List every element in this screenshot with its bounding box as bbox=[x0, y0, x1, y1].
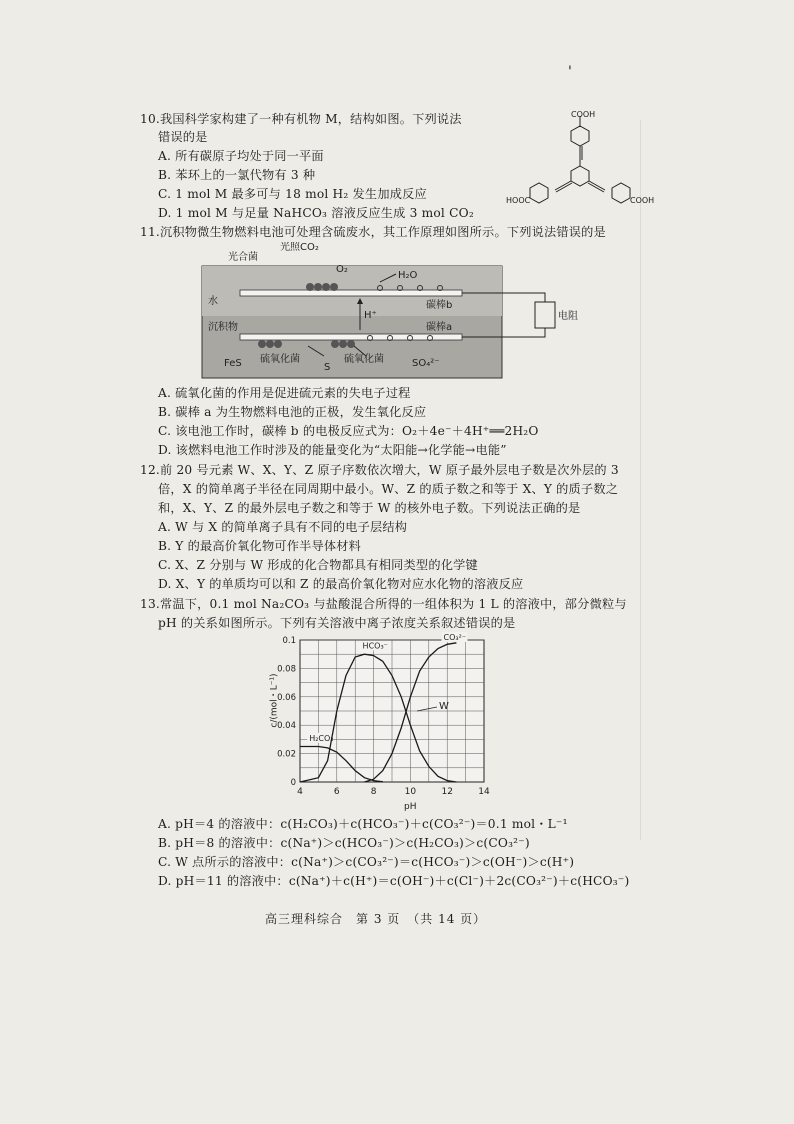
q10-option-a: A. 所有碳原子均处于同一平面 bbox=[158, 149, 324, 163]
q10-stem-line-1: 10.我国科学家构建了一种有机物 M，结构如图。下列说法 bbox=[140, 112, 462, 126]
q11-stem: 11.沉积物微生物燃料电池可处理含硫废水，其工作原理如图所示。下列说法错误的是 bbox=[140, 225, 606, 239]
series-label: H₂CO₃ bbox=[309, 733, 334, 743]
q13-option-b: B. pH＝8 的溶液中：c(Na⁺)＞c(HCO₃⁻)＞c(H₂CO₃)＞c(CO₃²⁻) bbox=[158, 836, 530, 850]
x-tick-label: 10 bbox=[404, 787, 417, 797]
q12-option-a: A. W 与 X 的简单离子具有不同的电子层结构 bbox=[158, 520, 408, 534]
page-mark: ' bbox=[568, 64, 573, 80]
y-tick-label: 0.08 bbox=[277, 664, 296, 675]
label-sediment: 沉积物 bbox=[208, 322, 238, 333]
q13-stem-line-1: 13.常温下，0.1 mol Na₂CO₃ 与盐酸混合所得的一组体积为 1 L 的溶液中，部分微粒与 bbox=[140, 597, 627, 611]
x-tick-label: 12 bbox=[441, 787, 453, 797]
q12-option-b: B. Y 的最高价氧化物可作半导体材料 bbox=[158, 539, 362, 553]
label-fes: FeS bbox=[224, 358, 242, 369]
q11-option-a: A. 硫氧化菌的作用是促进硫元素的失电子过程 bbox=[158, 386, 411, 400]
series-label: CO₃²⁻ bbox=[443, 633, 467, 642]
molecule-label-right: COOH bbox=[630, 196, 655, 205]
q13-option-d: D. pH＝11 的溶液中：c(Na⁺)＋c(H⁺)＝c(OH⁻)＋c(Cl⁻)＋2c(CO₃²⁻)＋c(HCO₃⁻) bbox=[158, 874, 630, 888]
label-resistor: 电阻 bbox=[558, 311, 578, 322]
label-water: 水 bbox=[208, 296, 218, 307]
q11-option-b: B. 碳棒 a 为生物燃料电池的正极，发生氧化反应 bbox=[158, 405, 427, 419]
q12-stem-line-1: 12.前 20 号元素 W、X、Y、Z 原子序数依次增大，W 原子最外层电子数是次外层的 3 bbox=[140, 463, 619, 477]
chart-canvas bbox=[252, 630, 542, 816]
label-sulfide-bacteria-1: 硫氧化菌 bbox=[260, 354, 300, 365]
molecule-label-left: HOOC bbox=[506, 196, 531, 205]
q10-option-c: C. 1 mol M 最多可与 18 mol H₂ 发生加成反应 bbox=[158, 187, 427, 201]
x-tick-label: 8 bbox=[370, 787, 377, 797]
q11-option-c: C. 该电池工作时，碳棒 b 的电极反应式为：O₂＋4e⁻＋4H⁺══2H₂O bbox=[158, 424, 539, 438]
x-tick-label: 14 bbox=[478, 787, 490, 797]
q10-option-b: B. 苯环上的一氯代物有 3 种 bbox=[158, 168, 316, 182]
q12-option-d: D. X、Y 的单质均可以和 Z 的最高价氧化物对应水化物的溶液反应 bbox=[158, 577, 524, 591]
label-sulfur: S bbox=[324, 362, 331, 373]
y-tick-label: 0 bbox=[290, 778, 296, 788]
q10-stem-line-2: 错误的是 bbox=[158, 130, 208, 144]
label-h2o: H₂O bbox=[398, 270, 418, 281]
q11-option-d: D. 该燃料电池工作时涉及的能量变化为“太阳能→化学能→电能” bbox=[158, 443, 507, 457]
label-h-plus: H⁺ bbox=[364, 310, 377, 321]
q13-stem-line-2: pH 的关系如图所示。下列有关溶液中离子浓度关系叙述错误的是 bbox=[158, 616, 516, 630]
q12-stem-line-3: 和，X、Y、Z 的最外层电子数之和等于 W 的核外电子数。下列说法正确的是 bbox=[158, 501, 581, 515]
concentration-ph-chart bbox=[252, 630, 542, 816]
w-point-label: W bbox=[439, 701, 449, 712]
x-tick-label: 6 bbox=[333, 787, 340, 797]
chart-x-label: pH bbox=[404, 802, 417, 812]
label-sulfide-bacteria-2: 硫氧化菌 bbox=[344, 354, 384, 365]
q13-option-a: A. pH＝4 的溶液中：c(H₂CO₃)＋c(HCO₃⁻)＋c(CO₃²⁻)＝0.1 mol・L⁻¹ bbox=[158, 817, 568, 831]
q12-option-c: C. X、Z 分别与 W 形成的化合物都具有相同类型的化学键 bbox=[158, 558, 478, 572]
chart-y-label: c/(mol・L⁻¹) bbox=[269, 673, 280, 728]
bleed-through-decoration bbox=[640, 120, 791, 840]
series-label: HCO₃⁻ bbox=[362, 641, 388, 651]
y-tick-label: 0.02 bbox=[277, 749, 296, 760]
q13-option-c: C. W 点所示的溶液中：c(Na⁺)＞c(CO₃²⁻)＝c(HCO₃⁻)＞c(OH⁻)＞c(H⁺) bbox=[158, 855, 575, 869]
q12-stem-line-2: 倍，X 的简单离子半径在同周期中最小。W、Z 的质子数之和等于 X、Y 的质子数之 bbox=[158, 482, 619, 496]
x-tick-label: 4 bbox=[297, 787, 303, 797]
page-footer: 高三理科综合 第 3 页 （共 14 页） bbox=[265, 912, 487, 926]
label-photosynthetic-bacteria: 光合菌 bbox=[228, 252, 258, 263]
label-carbon-rod-b: 碳棒b bbox=[426, 300, 453, 311]
y-tick-label: 0.1 bbox=[282, 636, 296, 646]
y-tick-label: 0.04 bbox=[277, 721, 296, 732]
label-sulfate: SO₄²⁻ bbox=[412, 358, 440, 369]
q10-option-d: D. 1 mol M 与足量 NaHCO₃ 溶液反应生成 3 mol CO₂ bbox=[158, 206, 474, 220]
label-o2: O₂ bbox=[336, 264, 348, 275]
label-carbon-rod-a: 碳棒a bbox=[426, 322, 453, 333]
fuel-cell-diagram bbox=[200, 242, 580, 382]
molecule-label-top: COOH bbox=[571, 110, 596, 119]
y-tick-label: 0.06 bbox=[277, 692, 296, 703]
label-light-co2: 光照CO₂ bbox=[280, 242, 319, 253]
